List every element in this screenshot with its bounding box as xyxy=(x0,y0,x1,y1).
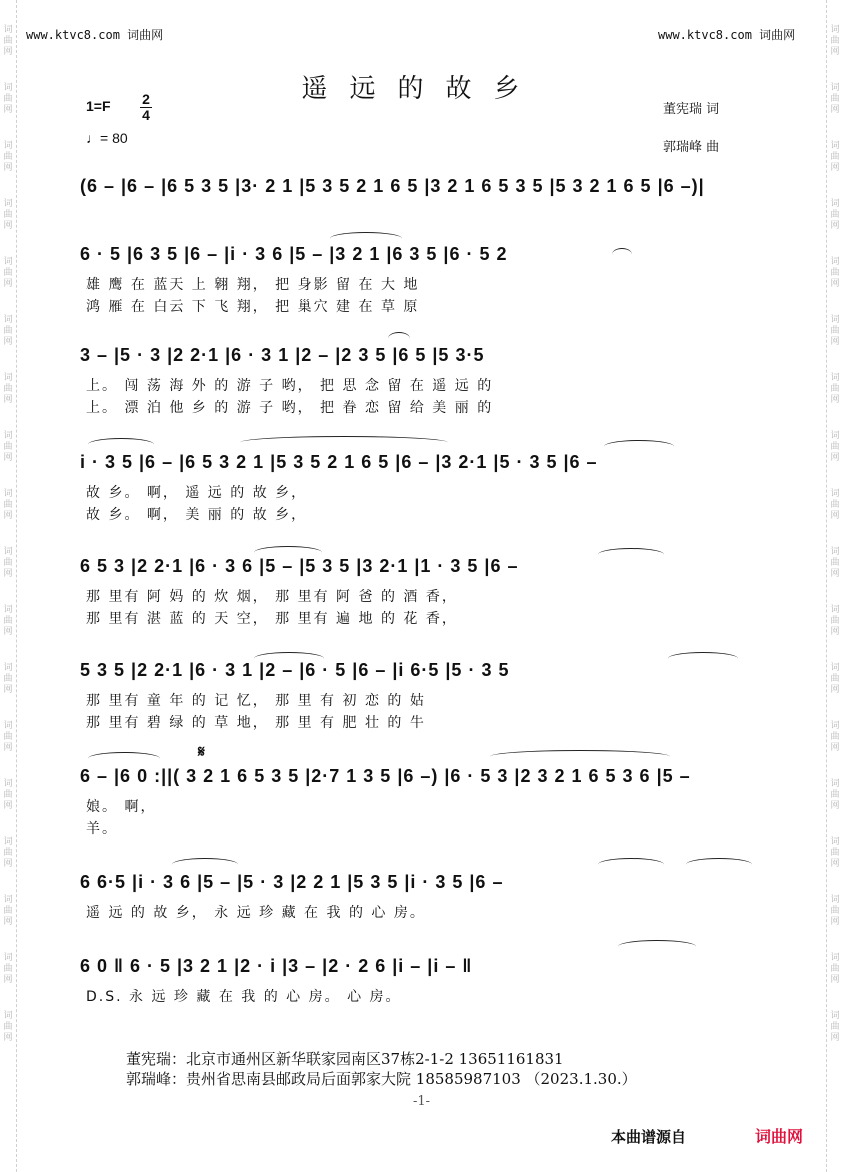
watermark-group xyxy=(830,547,839,580)
watermark-char: 网 xyxy=(830,627,840,637)
meter-top: 2 xyxy=(142,91,150,107)
watermark-char: 曲 xyxy=(3,326,13,336)
score-row xyxy=(80,452,760,478)
watermark-group xyxy=(3,895,12,928)
score-row xyxy=(80,872,760,898)
meter-bottom: 4 xyxy=(142,107,150,123)
watermark-char: 词 xyxy=(3,83,13,93)
watermark-group xyxy=(830,489,839,522)
slur-arc xyxy=(598,548,664,561)
watermark-char: 曲 xyxy=(3,442,13,452)
watermark-char: 网 xyxy=(3,453,13,463)
notation-line: 3 – |5 · 3 |2 2·1 |6 · 3 1 |2 – |2 3 5 |6 5 |5 3·5 xyxy=(80,345,485,365)
slur-arc xyxy=(604,440,674,453)
watermark-char: 词 xyxy=(3,1011,13,1021)
source-label: 本曲谱源自 xyxy=(611,1128,687,1146)
watermark-char: 曲 xyxy=(830,732,840,742)
slur-arc xyxy=(88,752,160,765)
watermark-char: 网 xyxy=(830,975,840,985)
watermark-char: 网 xyxy=(3,1033,13,1043)
watermark-char: 网 xyxy=(3,743,13,753)
score-row xyxy=(80,176,760,202)
watermark-char: 词 xyxy=(3,315,13,325)
watermark-char: 词 xyxy=(830,315,840,325)
watermark-char: 词 xyxy=(3,895,13,905)
notation-line: 6 0 ‖ 6 · 5 |3 2 1 |2 · i |3 – |2 · 2 6 |i – |i – ‖ xyxy=(80,956,473,976)
watermark-char: 曲 xyxy=(3,1022,13,1032)
notation-line: 5 3 5 |2 2·1 |6 · 3 1 |2 – |6 · 5 |6 – |i 6·5 |5 · 3 5 xyxy=(80,660,510,680)
watermark-char: 网 xyxy=(3,395,13,405)
watermark-group xyxy=(3,431,12,464)
watermark-char: 网 xyxy=(830,859,840,869)
watermark-group xyxy=(830,431,839,464)
watermark-char: 曲 xyxy=(830,906,840,916)
slur-arc xyxy=(254,546,322,559)
watermark-char: 词 xyxy=(830,257,840,267)
watermark-char: 词 xyxy=(830,605,840,615)
watermark-char: 网 xyxy=(3,569,13,579)
watermark-char: 词 xyxy=(3,199,13,209)
tempo-value: = 80 xyxy=(100,130,128,146)
watermark-char: 曲 xyxy=(830,616,840,626)
notation-line: 6 5 3 |2 2·1 |6 · 3 6 |5 – |5 3 5 |3 2·1 |1 · 3 5 |6 – xyxy=(80,556,519,576)
watermark-char: 词 xyxy=(3,257,13,267)
page-number: -1- xyxy=(412,1094,431,1109)
watermark-char: 词 xyxy=(830,779,840,789)
watermark-char: 网 xyxy=(830,105,840,115)
watermark-char: 曲 xyxy=(3,36,13,46)
watermark-char: 词 xyxy=(3,141,13,151)
watermark-group xyxy=(3,953,12,986)
watermark-char: 网 xyxy=(3,917,13,927)
watermark-char: 词 xyxy=(830,721,840,731)
watermark-char: 网 xyxy=(830,685,840,695)
source-brand-link[interactable]: 词曲网 xyxy=(755,1127,804,1146)
watermark-char: 网 xyxy=(3,279,13,289)
lyric-line: 那 里有 湛 蓝 的 天 空， 那 里有 遍 地 的 花 香， xyxy=(86,611,458,627)
site-label-left[interactable]: www.ktvc8.com 词曲网 xyxy=(26,28,164,42)
notation-line: (6 – |6 – |6 5 3 5 |3· 2 1 |5 3 5 2 1 6 5 |3 2 1 6 5 3 5 |5 3 2 1 6 5 |6 –)| xyxy=(80,176,705,196)
watermark-char: 词 xyxy=(830,25,840,35)
watermark-char: 词 xyxy=(3,489,13,499)
watermark-char: 曲 xyxy=(3,616,13,626)
watermark-group xyxy=(3,141,12,174)
slur-arc xyxy=(330,232,402,245)
watermark-char: 词 xyxy=(3,721,13,731)
watermark-char: 曲 xyxy=(830,384,840,394)
watermark-char: 网 xyxy=(3,859,13,869)
watermark-char: 词 xyxy=(830,1011,840,1021)
watermark-char: 网 xyxy=(3,627,13,637)
watermark-char: 词 xyxy=(3,547,13,557)
watermark-char: 词 xyxy=(830,837,840,847)
watermark-char: 曲 xyxy=(3,906,13,916)
song-title: 遥远的故乡 xyxy=(301,74,542,104)
watermark-char: 曲 xyxy=(3,210,13,220)
watermark-group xyxy=(830,779,839,812)
watermark-char: 曲 xyxy=(830,500,840,510)
slur-arc xyxy=(254,652,324,665)
slur-arc xyxy=(172,858,238,871)
watermark-char: 词 xyxy=(3,663,13,673)
watermark-char: 网 xyxy=(830,917,840,927)
watermark-char: 网 xyxy=(3,163,13,173)
notation-line: i · 3 5 |6 – |6 5 3 2 1 |5 3 5 2 1 6 5 |6 – |3 2·1 |5 · 3 5 |6 – xyxy=(80,452,598,472)
score-row xyxy=(80,345,760,371)
watermark-char: 曲 xyxy=(3,500,13,510)
watermark-group xyxy=(830,1011,839,1044)
watermark-char: 词 xyxy=(830,953,840,963)
watermark-group xyxy=(3,25,12,58)
watermark-char: 词 xyxy=(830,83,840,93)
watermark-group xyxy=(3,837,12,870)
watermark-char: 网 xyxy=(830,163,840,173)
watermark-group xyxy=(830,315,839,348)
lyric-line: 上。 闯 荡 海 外 的 游 子 哟， 把 思 念 留 在 遥 远 的 xyxy=(86,378,494,394)
watermark-char: 网 xyxy=(830,569,840,579)
watermark-char: 曲 xyxy=(3,384,13,394)
time-signature xyxy=(140,92,152,123)
watermark-char: 网 xyxy=(830,1033,840,1043)
score-row xyxy=(80,766,760,792)
watermark-char: 曲 xyxy=(830,36,840,46)
watermark-char: 网 xyxy=(3,685,13,695)
watermark-group xyxy=(3,721,12,754)
watermark-group xyxy=(830,895,839,928)
watermark-group xyxy=(3,1011,12,1044)
watermark-group xyxy=(3,199,12,232)
watermark-char: 词 xyxy=(830,895,840,905)
watermark-char: 网 xyxy=(830,801,840,811)
watermark-char: 网 xyxy=(3,47,13,57)
watermark-char: 网 xyxy=(3,801,13,811)
watermark-char: 网 xyxy=(3,975,13,985)
watermark-char: 曲 xyxy=(3,964,13,974)
watermark-char: 词 xyxy=(830,489,840,499)
watermark-char: 网 xyxy=(3,221,13,231)
watermark-char: 网 xyxy=(830,337,840,347)
watermark-char: 词 xyxy=(3,431,13,441)
watermark-char: 词 xyxy=(3,779,13,789)
lyric-line: 上。 漂 泊 他 乡 的 游 子 哟， 把 眷 恋 留 给 美 丽 的 xyxy=(86,400,494,416)
watermark-char: 网 xyxy=(830,511,840,521)
watermark-char: 曲 xyxy=(830,1022,840,1032)
watermark-group xyxy=(830,605,839,638)
score-row xyxy=(80,660,760,686)
lyric-line: 雄 鹰 在 蓝天 上 翱 翔， 把 身影 留 在 大 地 xyxy=(86,277,420,293)
lyricist-credit: 董宪瑞 词 xyxy=(663,102,720,117)
watermark-char: 词 xyxy=(830,373,840,383)
watermark-char: 网 xyxy=(3,511,13,521)
watermark-char: 网 xyxy=(830,743,840,753)
watermark-char: 曲 xyxy=(3,152,13,162)
watermark-char: 词 xyxy=(3,373,13,383)
watermark-group xyxy=(830,721,839,754)
watermark-char: 网 xyxy=(3,105,13,115)
slur-arc xyxy=(668,652,738,665)
watermark-char: 词 xyxy=(830,547,840,557)
watermark-char: 曲 xyxy=(3,268,13,278)
watermark-group xyxy=(3,547,12,580)
segno-icon: 𝄋 xyxy=(198,742,205,761)
watermark-char: 词 xyxy=(3,837,13,847)
watermark-char: 词 xyxy=(830,663,840,673)
watermark-char: 词 xyxy=(830,199,840,209)
key-signature: 1=F xyxy=(86,98,111,114)
watermark-group xyxy=(830,199,839,232)
watermark-char: 曲 xyxy=(3,94,13,104)
watermark-char: 曲 xyxy=(830,326,840,336)
lyric-line: 羊。 xyxy=(86,821,118,837)
contact-line-2: 郭瑞峰：贵州省思南县邮政局后面郭家大院 18585987103 （2023.1.30.） xyxy=(126,1070,637,1088)
watermark-group xyxy=(830,663,839,696)
watermark-group xyxy=(3,779,12,812)
slur-arc xyxy=(686,858,752,871)
quarter-note-icon: ♩ xyxy=(86,130,100,146)
watermark-group xyxy=(3,605,12,638)
lyric-line: 鸿 雁 在 白云 下 飞 翔， 把 巢穴 建 在 草 原 xyxy=(86,299,420,315)
lyric-line: 遥 远 的 故 乡， 永 远 珍 藏 在 我 的 心 房。 xyxy=(86,905,426,921)
notation-line: 6 – |6 0 :||( 3 2 1 6 5 3 5 |2·7 1 3 5 |6 –) |6 · 5 3 |2 3 2 1 6 5 3 6 |5 – xyxy=(80,766,691,786)
watermark-group xyxy=(830,257,839,290)
watermark-char: 词 xyxy=(830,141,840,151)
watermark-group xyxy=(830,953,839,986)
composer-credit: 郭瑞峰 曲 xyxy=(663,140,720,155)
slur-arc xyxy=(598,858,664,871)
lyric-line: D.S. 永 远 珍 藏 在 我 的 心 房。 心 房。 xyxy=(86,989,402,1005)
watermark-char: 网 xyxy=(830,453,840,463)
lyric-line: 那 里有 阿 妈 的 炊 烟， 那 里有 阿 爸 的 酒 香， xyxy=(86,589,458,605)
watermark-char: 词 xyxy=(3,25,13,35)
lyric-line: 娘。 啊， xyxy=(86,799,157,815)
watermark-char: 曲 xyxy=(3,558,13,568)
watermark-char: 曲 xyxy=(3,790,13,800)
watermark-char: 词 xyxy=(3,605,13,615)
watermark-group xyxy=(830,837,839,870)
watermark-group xyxy=(3,315,12,348)
watermark-char: 词 xyxy=(3,953,13,963)
watermark-char: 曲 xyxy=(3,674,13,684)
notation-line: 6 · 5 |6 3 5 |6 – |i · 3 6 |5 – |3 2 1 |6 3 5 |6 · 5 2 xyxy=(80,244,508,264)
watermark-char: 网 xyxy=(830,221,840,231)
watermark-char: 网 xyxy=(3,337,13,347)
slur-arc xyxy=(612,248,632,261)
watermark-char: 曲 xyxy=(830,268,840,278)
lyric-line: 故 乡。 啊， 美 丽 的 故 乡， xyxy=(86,507,308,523)
watermark-group xyxy=(3,257,12,290)
watermark-char: 曲 xyxy=(830,558,840,568)
watermark-char: 曲 xyxy=(830,674,840,684)
lyric-line: 那 里有 碧 绿 的 草 地， 那 里 有 肥 壮 的 牛 xyxy=(86,715,426,731)
score-row xyxy=(80,956,760,982)
watermark-group xyxy=(830,25,839,58)
slur-arc xyxy=(388,332,410,345)
watermark-char: 曲 xyxy=(830,442,840,452)
slur-arc xyxy=(240,436,448,449)
notation-line: 6 6·5 |i · 3 6 |5 – |5 · 3 |2 2 1 |5 3 5 |i · 3 5 |6 – xyxy=(80,872,504,892)
watermark-char: 曲 xyxy=(830,790,840,800)
tempo-marking xyxy=(86,130,128,146)
site-label-right[interactable]: www.ktvc8.com 词曲网 xyxy=(658,28,796,42)
right-watermark-strip xyxy=(826,0,843,1172)
watermark-char: 曲 xyxy=(830,152,840,162)
slur-arc xyxy=(88,438,154,451)
watermark-char: 曲 xyxy=(830,964,840,974)
left-watermark-strip xyxy=(0,0,17,1172)
slur-arc xyxy=(618,940,696,953)
watermark-group xyxy=(3,489,12,522)
watermark-group xyxy=(3,663,12,696)
score-row xyxy=(80,244,760,270)
lyric-line: 那 里有 童 年 的 记 忆， 那 里 有 初 恋 的 姑 xyxy=(86,693,426,709)
watermark-char: 曲 xyxy=(3,848,13,858)
watermark-char: 曲 xyxy=(830,848,840,858)
watermark-char: 词 xyxy=(830,431,840,441)
watermark-char: 网 xyxy=(830,47,840,57)
watermark-char: 网 xyxy=(830,279,840,289)
contact-line-1: 董宪瑞：北京市通州区新华联家园南区37栋2-1-2 13651161831 xyxy=(126,1050,564,1068)
watermark-group xyxy=(830,141,839,174)
watermark-char: 曲 xyxy=(3,732,13,742)
watermark-char: 曲 xyxy=(830,94,840,104)
watermark-char: 曲 xyxy=(830,210,840,220)
watermark-group xyxy=(3,373,12,406)
watermark-char: 网 xyxy=(830,395,840,405)
slur-arc xyxy=(490,750,670,763)
watermark-group xyxy=(830,373,839,406)
lyric-line: 故 乡。 啊， 遥 远 的 故 乡， xyxy=(86,485,308,501)
